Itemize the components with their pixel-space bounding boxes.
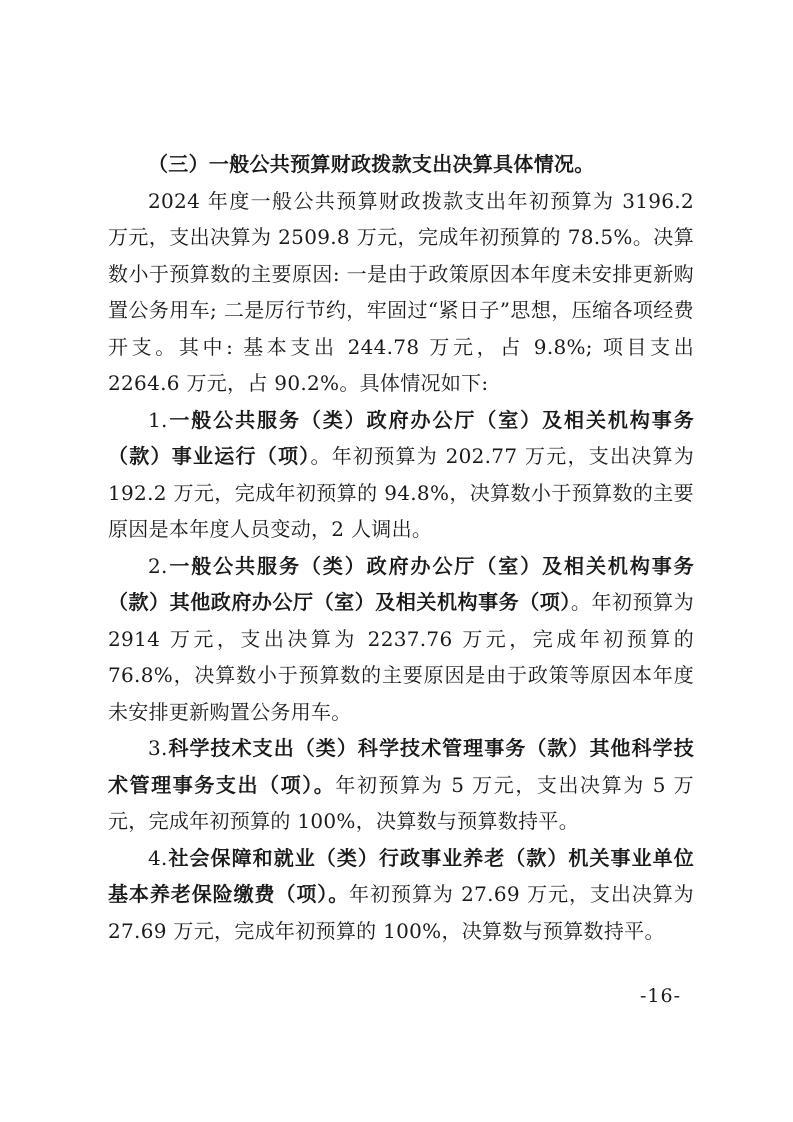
item-title: 科学技术支出（类）科学技术管理事务（款）其他科学技术管理事务支出（项）。	[108, 736, 694, 797]
item-paragraph-1	[108, 402, 694, 548]
item-title: 一般公共服务（类）政府办公厅（室）及相关机构事务（款）其他政府办公厅（室）及相关机构事务（项）	[108, 553, 694, 614]
item-number: 1.	[148, 407, 168, 432]
section-intro-paragraph: 2024 年度一般公共预算财政拨款支出年初预算为 3196.2 万元，支出决算为 2509.8 万元，完成年初预算的 78.5%。决算数小于预算数的主要原因: 一是由于政策原因本年度未安排更新购置公务用车; 二是厉行节约，牢固过“紧日子”思想，压缩各项经费开支。其中: 基本支出 244.78 万元，占 9.8%; 项目支出 2264.6 万元，占 90.2%。具体情况如下:	[108, 188, 694, 395]
item-body: 。年初预算为 202.77 万元，支出决算为 192.2 万元，完成年初预算的 94.8%，决算数小于预算数的主要原因是本年度人员变动，2 人调出。	[108, 444, 695, 541]
item-paragraph-3	[108, 730, 694, 840]
item-number: 4.	[148, 845, 168, 870]
document-page	[108, 146, 694, 949]
section-heading: （三）一般公共预算财政拨款支出决算具体情况。	[148, 152, 595, 176]
item-title: 社会保障和就业（类）行政事业养老（款）机关事业单位基本养老保险缴费（项）。	[108, 845, 694, 906]
page-number: -16-	[640, 985, 682, 1007]
item-paragraph-4	[108, 840, 694, 950]
item-number: 2.	[148, 553, 168, 578]
item-body: 年初预算为 5 万元，支出决算为 5 万元，完成年初预算的 100%，决算数与预算数持平。	[108, 772, 694, 833]
item-title: 一般公共服务（类）政府办公厅（室）及相关机构事务（款）事业运行（项）	[108, 407, 694, 468]
item-paragraph-2	[108, 548, 694, 731]
item-number: 3.	[148, 736, 168, 760]
item-body: 年初预算为 27.69 万元，支出决算为 27.69 万元，完成年初预算的 100%，决算数与预算数持平。	[108, 882, 694, 943]
item-body: 。年初预算为 2914 万元，支出决算为 2237.76 万元，完成年初预算的 76.8%，决算数小于预算数的主要原因是由于政策等原因本年度未安排更新购置公务用车。	[108, 590, 694, 724]
